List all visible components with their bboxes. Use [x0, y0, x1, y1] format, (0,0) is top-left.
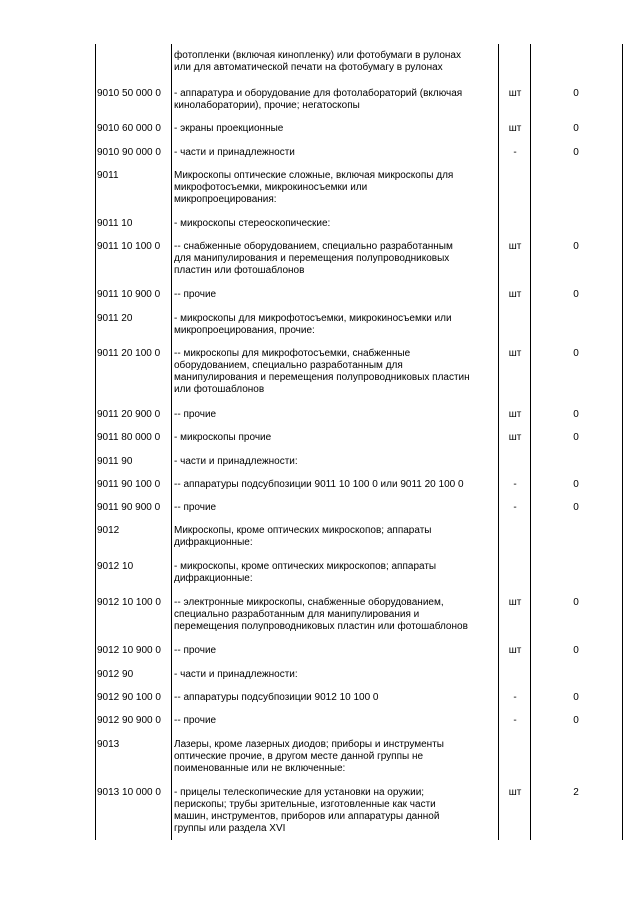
row-description — [174, 170, 499, 206]
row-description — [174, 241, 499, 277]
row-duty-rate: 0 — [573, 241, 579, 252]
row-description — [174, 525, 499, 549]
row-code: 9011 20 900 0 — [97, 409, 161, 420]
description-line: - части и принадлежности — [174, 147, 295, 158]
description-line: -- прочие — [174, 409, 217, 420]
table-border-right — [622, 44, 623, 840]
row-code: 9011 90 100 0 — [97, 479, 161, 490]
row-unit: шт — [508, 348, 522, 359]
row-code: 9011 10 100 0 — [97, 241, 161, 252]
row-code: 9011 10 900 0 — [97, 289, 161, 300]
row-unit: - — [513, 692, 517, 703]
description-line: - части и принадлежности: — [174, 669, 298, 680]
row-description — [174, 787, 499, 835]
description-line: перископы; трубы зрительные, изготовленные как части — [174, 799, 436, 810]
row-duty-rate: 0 — [573, 348, 579, 359]
description-line: - прицелы телескопические для установки на оружии; — [174, 787, 425, 798]
description-line: или фотошаблонов — [174, 384, 265, 395]
row-duty-rate: 0 — [573, 479, 579, 490]
row-unit: - — [513, 479, 517, 490]
row-description — [174, 432, 499, 444]
row-description — [174, 502, 499, 514]
description-line: -- микроскопы для микрофотосъемки, снабженные — [174, 348, 411, 359]
description-line: - микроскопы стереоскопические: — [174, 218, 331, 229]
row-description — [174, 479, 499, 491]
row-code: 9012 — [97, 525, 120, 536]
row-description — [174, 348, 499, 396]
row-duty-rate: 0 — [573, 715, 579, 726]
row-description — [174, 218, 499, 230]
table-divider-code — [171, 44, 172, 840]
description-line: дифракционные: — [174, 573, 253, 584]
row-unit: шт — [508, 289, 522, 300]
row-unit: шт — [508, 88, 522, 99]
description-line: Микроскопы, кроме оптических микроскопов; аппараты — [174, 525, 432, 536]
description-line: для манипулирования и перемещения полупроводниковых — [174, 253, 450, 264]
row-description — [174, 313, 499, 337]
description-line: -- аппаратуры подсубпозиции 9012 10 100 0 — [174, 692, 379, 703]
description-line: перемещения полупроводниковых пластин или фотошаблонов — [174, 621, 468, 632]
description-line: - аппаратура и оборудование для фотолабораторий (включая — [174, 88, 463, 99]
description-line: микропроецирования: — [174, 194, 277, 205]
row-code: 9011 — [97, 170, 119, 181]
row-code: 9013 — [97, 739, 120, 750]
description-line: фотопленки (включая кинопленку) или фотобумаги в рулонах — [174, 50, 461, 61]
description-line: кинолаборатории), прочие; негатоскопы — [174, 100, 360, 111]
description-line: - экраны проекционные — [174, 123, 284, 134]
description-line: дифракционные: — [174, 537, 253, 548]
row-description — [174, 456, 499, 468]
row-code: 9011 20 — [97, 313, 133, 324]
row-description — [174, 147, 499, 159]
row-code: 9012 90 900 0 — [97, 715, 161, 726]
row-code: 9010 60 000 0 — [97, 123, 161, 134]
row-description — [174, 715, 499, 727]
description-line: - части и принадлежности: — [174, 456, 298, 467]
row-description — [174, 645, 499, 657]
row-description — [174, 50, 499, 74]
row-code: 9011 80 000 0 — [97, 432, 161, 443]
table-border-left — [95, 44, 96, 840]
row-duty-rate: 0 — [573, 432, 579, 443]
row-description — [174, 409, 499, 421]
row-unit: шт — [508, 409, 522, 420]
row-code: 9011 20 100 0 — [97, 348, 161, 359]
description-line: оборудованием, специально разработанным для — [174, 360, 403, 371]
row-unit: - — [513, 502, 517, 513]
row-unit: шт — [508, 787, 522, 798]
description-line: специально разработанным для манипулирования и — [174, 609, 420, 620]
row-code: 9013 10 000 0 — [97, 787, 161, 798]
row-description — [174, 692, 499, 704]
row-description — [174, 289, 499, 301]
row-unit: шт — [508, 123, 522, 134]
row-duty-rate: 0 — [573, 502, 579, 513]
description-line: -- аппаратуры подсубпозиции 9011 10 100 0 или 9011 20 100 0 — [174, 479, 464, 490]
description-line: -- электронные микроскопы, снабженные оборудованием, — [174, 597, 444, 608]
row-code: 9011 10 — [97, 218, 133, 229]
description-line: -- снабженные оборудованием, специально разработанным — [174, 241, 453, 252]
row-duty-rate: 2 — [573, 787, 579, 798]
row-duty-rate: 0 — [573, 123, 579, 134]
row-description — [174, 739, 499, 775]
row-description — [174, 88, 499, 112]
row-code: 9010 50 000 0 — [97, 88, 161, 99]
row-unit: шт — [508, 645, 522, 656]
description-line: или для автоматической печати на фотобумагу в рулонах — [174, 62, 443, 73]
description-line: Микроскопы оптические сложные, включая микроскопы для — [174, 170, 454, 181]
row-duty-rate: 0 — [573, 147, 579, 158]
description-line: пластин или фотошаблонов — [174, 265, 305, 276]
row-code: 9011 90 900 0 — [97, 502, 161, 513]
description-line: поименованные или не включенные: — [174, 763, 346, 774]
row-unit: - — [513, 715, 517, 726]
row-code: 9012 10 900 0 — [97, 645, 161, 656]
description-line: Лазеры, кроме лазерных диодов; приборы и инструменты — [174, 739, 444, 750]
row-description — [174, 597, 499, 633]
row-code: 9012 10 — [97, 561, 134, 572]
description-line: - микроскопы, кроме оптических микроскопов; аппараты — [174, 561, 437, 572]
description-line: - микроскопы для микрофотосъемки, микрокиносъемки или — [174, 313, 452, 324]
description-line: -- прочие — [174, 502, 217, 513]
row-description — [174, 561, 499, 585]
description-line: -- прочие — [174, 645, 217, 656]
row-description — [174, 669, 499, 681]
row-code: 9011 90 — [97, 456, 133, 467]
description-line: - микроскопы прочие — [174, 432, 272, 443]
row-duty-rate: 0 — [573, 692, 579, 703]
description-line: -- прочие — [174, 715, 217, 726]
row-duty-rate: 0 — [573, 409, 579, 420]
description-line: -- прочие — [174, 289, 217, 300]
row-unit: шт — [508, 432, 522, 443]
row-unit: шт — [508, 597, 522, 608]
row-duty-rate: 0 — [573, 88, 579, 99]
row-unit: - — [513, 147, 517, 158]
description-line: манипулирования и перемещения полупроводниковых пластин — [174, 372, 470, 383]
description-line: оптические прочие, в другом месте данной группы не — [174, 751, 424, 762]
description-line: машин, инструментов, приборов или аппаратуры данной — [174, 811, 440, 822]
row-code: 9010 90 000 0 — [97, 147, 161, 158]
description-line: микрофотосъемки, микрокиносъемки или — [174, 182, 368, 193]
description-line: микропроецирования, прочие: — [174, 325, 315, 336]
row-code: 9012 90 100 0 — [97, 692, 161, 703]
row-duty-rate: 0 — [573, 289, 579, 300]
row-code: 9012 10 100 0 — [97, 597, 161, 608]
description-line: группы или раздела XVI — [174, 823, 286, 834]
row-description — [174, 123, 499, 135]
row-duty-rate: 0 — [573, 597, 579, 608]
row-code: 9012 90 — [97, 669, 134, 680]
row-duty-rate: 0 — [573, 645, 579, 656]
row-unit: шт — [508, 241, 522, 252]
